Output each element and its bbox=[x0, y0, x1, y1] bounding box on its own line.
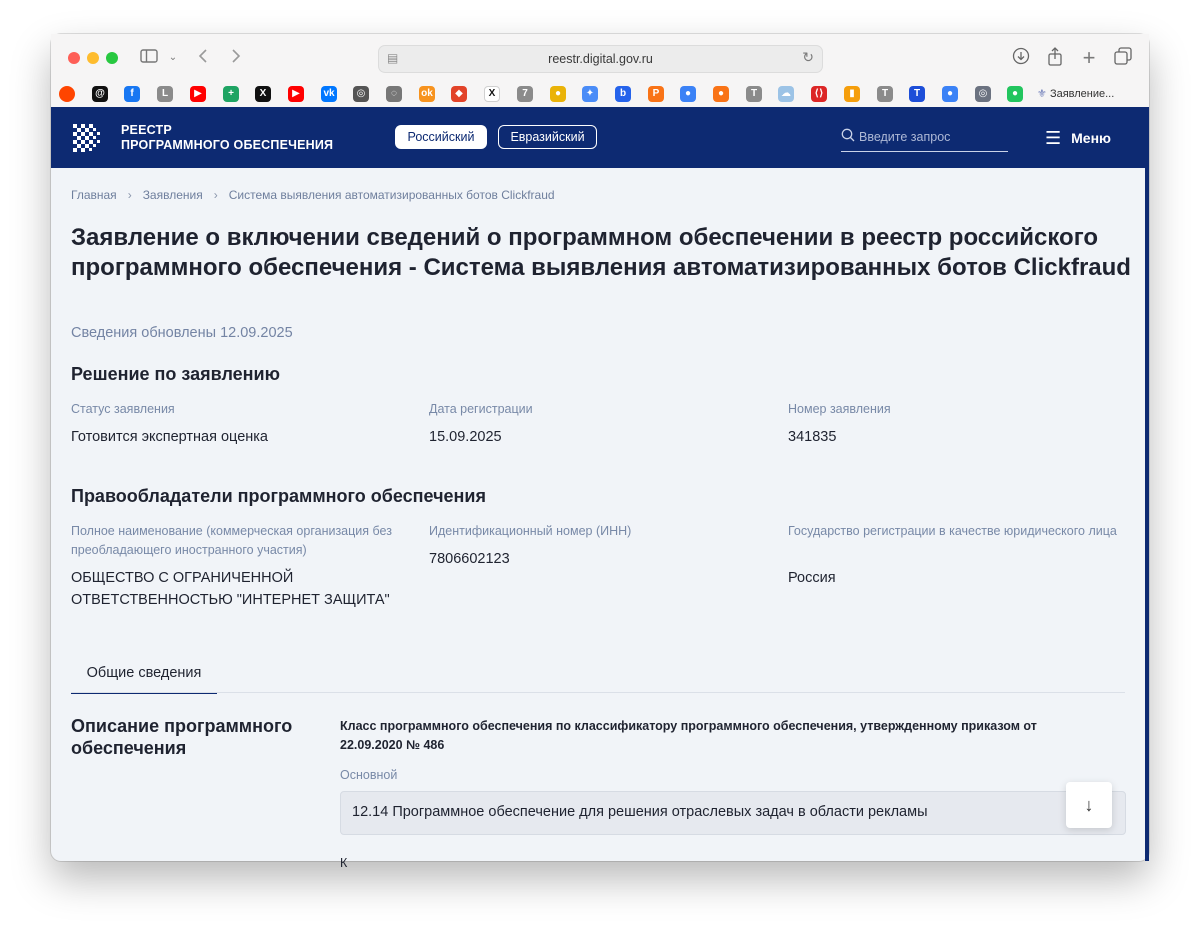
country-value: Россия bbox=[788, 570, 836, 586]
share-icon[interactable] bbox=[1045, 47, 1065, 69]
youtube-icon[interactable]: ▶ bbox=[288, 86, 304, 102]
globe-icon[interactable]: ◎ bbox=[975, 86, 991, 102]
active-tab-title: Заявление... bbox=[1049, 88, 1115, 100]
application-number-label: Номер заявления bbox=[788, 402, 891, 416]
letter-x-icon[interactable]: X bbox=[484, 86, 500, 102]
registry-logo-icon[interactable] bbox=[71, 122, 103, 154]
inn-value: 7806602123 bbox=[429, 551, 510, 567]
close-window-button[interactable] bbox=[68, 52, 80, 64]
zoom-window-button[interactable] bbox=[106, 52, 118, 64]
gemini-icon[interactable]: ✦ bbox=[582, 86, 598, 102]
tab-eurasian-registry[interactable]: Евразийский bbox=[498, 125, 597, 149]
letter-t-icon[interactable]: T bbox=[877, 86, 893, 102]
hamburger-icon: ☰ bbox=[1045, 128, 1062, 148]
page-title: Заявление о включении сведений о программном обеспечении в реестр российского программного обеспечения - Система выявления автоматизированных ботов Clickfraud bbox=[71, 224, 1131, 281]
letter-t-blue-icon[interactable]: T bbox=[909, 86, 925, 102]
p-icon[interactable]: P bbox=[648, 86, 664, 102]
forward-icon[interactable] bbox=[228, 47, 244, 69]
bookmarks-bar bbox=[51, 81, 1149, 108]
chevron-down-icon[interactable]: ⌄ bbox=[168, 52, 178, 63]
code-icon[interactable]: ⟨⟩ bbox=[811, 86, 827, 102]
firefox-icon[interactable]: ● bbox=[713, 86, 729, 102]
status-value: Готовится экспертная оценка bbox=[71, 429, 268, 445]
back-icon[interactable] bbox=[195, 47, 211, 69]
breadcrumb bbox=[71, 188, 555, 202]
color-circle-icon[interactable]: ● bbox=[680, 86, 696, 102]
main-class-field bbox=[340, 791, 1126, 835]
odnoklassniki-icon[interactable]: ok bbox=[419, 86, 435, 102]
page-edge-accent bbox=[1145, 107, 1149, 861]
tab-general-info[interactable] bbox=[71, 656, 217, 694]
letter-l-icon[interactable]: L bbox=[157, 86, 173, 102]
search-input[interactable] bbox=[841, 127, 1008, 152]
brand-line1: РЕЕСТР bbox=[121, 123, 172, 137]
cloud-icon[interactable]: ☁ bbox=[778, 86, 794, 102]
status-label: Статус заявления bbox=[71, 402, 175, 416]
tab-general-info-label: Общие сведения bbox=[86, 665, 202, 681]
breadcrumb-home[interactable]: Главная bbox=[71, 188, 117, 202]
number-7-icon[interactable]: 7 bbox=[517, 86, 533, 102]
reddit-icon[interactable] bbox=[59, 86, 75, 102]
brand-name[interactable] bbox=[121, 123, 333, 153]
sheets-icon[interactable]: + bbox=[223, 86, 239, 102]
address-bar[interactable] bbox=[378, 45, 823, 73]
search-icon bbox=[841, 128, 855, 145]
classifier-title: Класс программного обеспечения по классификатору программного обеспечения, утвержденному приказом от 22.09.2020 № 486 bbox=[340, 719, 1037, 752]
x-icon[interactable]: X bbox=[255, 86, 271, 102]
country-label: Государство регистрации в качестве юридического лица bbox=[788, 524, 1117, 538]
menu-label: Меню bbox=[1071, 130, 1112, 146]
inn-label: Идентификационный номер (ИНН) bbox=[429, 524, 632, 538]
owner-name-label: Полное наименование (коммерческая организация без преобладающего иностранного участия) bbox=[71, 524, 392, 557]
decision-heading: Решение по заявлению bbox=[71, 364, 280, 384]
chevron-right-icon: › bbox=[127, 188, 132, 202]
sidebar-icon[interactable] bbox=[139, 47, 159, 69]
chrome-icon[interactable]: ● bbox=[550, 86, 566, 102]
menu-button[interactable] bbox=[1045, 128, 1111, 149]
description-heading: Описание программного обеспечения bbox=[71, 716, 293, 758]
analytics-icon[interactable]: ▮ bbox=[844, 86, 860, 102]
search-placeholder: Введите запрос bbox=[859, 130, 951, 144]
downloads-icon[interactable] bbox=[1011, 47, 1031, 69]
facebook-icon[interactable]: f bbox=[124, 86, 140, 102]
breadcrumb-applications[interactable]: Заявления bbox=[142, 188, 203, 202]
tab-russian-registry[interactable]: Российский bbox=[395, 125, 487, 149]
main-class-value: 12.14 Программное обеспечение для решения отраслевых задач в области рекламы bbox=[352, 804, 928, 820]
threads-icon[interactable]: @ bbox=[92, 86, 108, 102]
chevron-right-icon: › bbox=[213, 188, 218, 202]
brand-line2: ПРОГРАММНОГО ОБЕСПЕЧЕНИЯ bbox=[121, 138, 334, 152]
scroll-down-button[interactable] bbox=[1066, 782, 1112, 828]
vk-icon[interactable]: vk bbox=[321, 86, 337, 102]
breadcrumb-current: Система выявления автоматизированных ботов Clickfraud bbox=[228, 188, 555, 202]
application-number-value: 341835 bbox=[788, 429, 837, 445]
browser-window bbox=[51, 34, 1149, 870]
tab-overview-icon[interactable] bbox=[1113, 47, 1133, 69]
site-header bbox=[51, 107, 1149, 168]
registration-date-value: 15.09.2025 bbox=[429, 429, 502, 445]
active-tab[interactable] bbox=[1037, 87, 1114, 100]
letter-t-icon[interactable]: T bbox=[746, 86, 762, 102]
title-bar bbox=[51, 34, 1149, 81]
color-circle-icon[interactable]: ● bbox=[1007, 86, 1023, 102]
tabs-divider bbox=[71, 692, 1125, 693]
next-field-label: К bbox=[340, 856, 348, 870]
url-text: reestr.digital.gov.ru bbox=[548, 52, 653, 66]
owner-name-value: ОБЩЕСТВО С ОГРАНИЧЕННОЙ ОТВЕТСТВЕННОСТЬЮ "ИНТЕРНЕТ ЗАЩИТА" bbox=[71, 570, 390, 608]
globe-icon[interactable]: ◎ bbox=[353, 86, 369, 102]
updated-date: Сведения обновлены 12.09.2025 bbox=[71, 325, 293, 341]
gov-emblem-icon: ⚜ bbox=[1037, 88, 1047, 100]
reload-icon[interactable]: ↻ bbox=[802, 49, 814, 65]
minimize-window-button[interactable] bbox=[87, 52, 99, 64]
color-circle-icon[interactable]: ● bbox=[942, 86, 958, 102]
arrow-down-icon: ↓ bbox=[1084, 795, 1094, 815]
registration-date-label: Дата регистрации bbox=[429, 402, 533, 416]
main-class-label: Основной bbox=[340, 768, 398, 782]
compass-icon[interactable]: ◌ bbox=[386, 86, 402, 102]
youtube-icon[interactable]: ▶ bbox=[190, 86, 206, 102]
bing-icon[interactable]: b bbox=[615, 86, 631, 102]
gitlab-icon[interactable]: ◆ bbox=[451, 86, 467, 102]
new-tab-icon[interactable]: + bbox=[1082, 45, 1096, 70]
page-settings-icon[interactable]: ▤ bbox=[387, 51, 399, 65]
owners-heading: Правообладатели программного обеспечения bbox=[71, 486, 486, 506]
